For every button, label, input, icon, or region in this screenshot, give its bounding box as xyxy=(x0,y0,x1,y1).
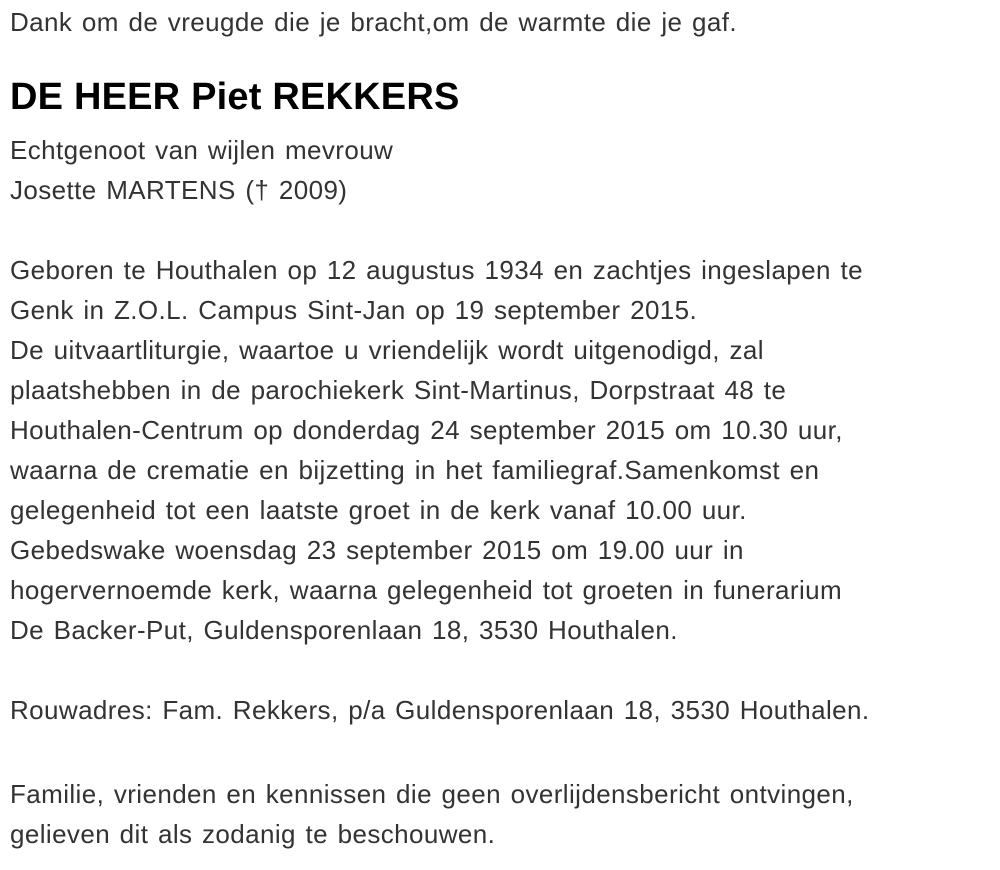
notice-line: Familie, vrienden en kennissen die geen overlijdensbericht ontvingen, xyxy=(10,779,854,809)
announcement-line: plaatshebben in de parochiekerk Sint-Martinus, Dorpstraat 48 te xyxy=(10,375,787,405)
notice-line: gelieven dit als zodanig te beschouwen. xyxy=(10,819,496,849)
deceased-name-heading: DE HEER Piet REKKERS xyxy=(10,76,460,118)
announcement-line: De uitvaartliturgie, waartoe u vriendelijk wordt uitgenodigd, zal xyxy=(10,335,764,365)
announcement-line: De Backer-Put, Guldensporenlaan 18, 3530 Houthalen. xyxy=(10,615,678,645)
announcement-line: Geboren te Houthalen op 12 augustus 1934 en zachtjes ingeslapen te xyxy=(10,255,863,285)
relation-line: Echtgenoot van wijlen mevrouw xyxy=(10,135,394,165)
announcement-line: hogervernoemde kerk, waarna gelegenheid tot groeten in funerarium xyxy=(10,575,843,605)
mourning-address-block xyxy=(10,690,990,730)
memorial-quote: Dank om de vreugde die je bracht,om de warmte die je gaf. xyxy=(10,7,737,37)
announcement-line: Gebedswake woensdag 23 september 2015 om 19.00 uur in xyxy=(10,535,744,565)
mourning-address-line: Rouwadres: Fam. Rekkers, p/a Guldensporenlaan 18, 3530 Houthalen. xyxy=(10,695,870,725)
notice-paragraph xyxy=(10,774,990,854)
announcement-line: Genk in Z.O.L. Campus Sint-Jan op 19 september 2015. xyxy=(10,295,698,325)
announcement-line: Houthalen-Centrum op donderdag 24 september 2015 om 10.30 uur, xyxy=(10,415,843,445)
relation-block xyxy=(10,130,990,210)
announcement-line: gelegenheid tot een laatste groet in de kerk vanaf 10.00 uur. xyxy=(10,495,747,525)
spouse-name-line: Josette MARTENS († 2009) xyxy=(10,175,348,205)
announcement-paragraph xyxy=(10,250,990,650)
announcement-line: waarna de crematie en bijzetting in het familiegraf.Samenkomst en xyxy=(10,455,820,485)
